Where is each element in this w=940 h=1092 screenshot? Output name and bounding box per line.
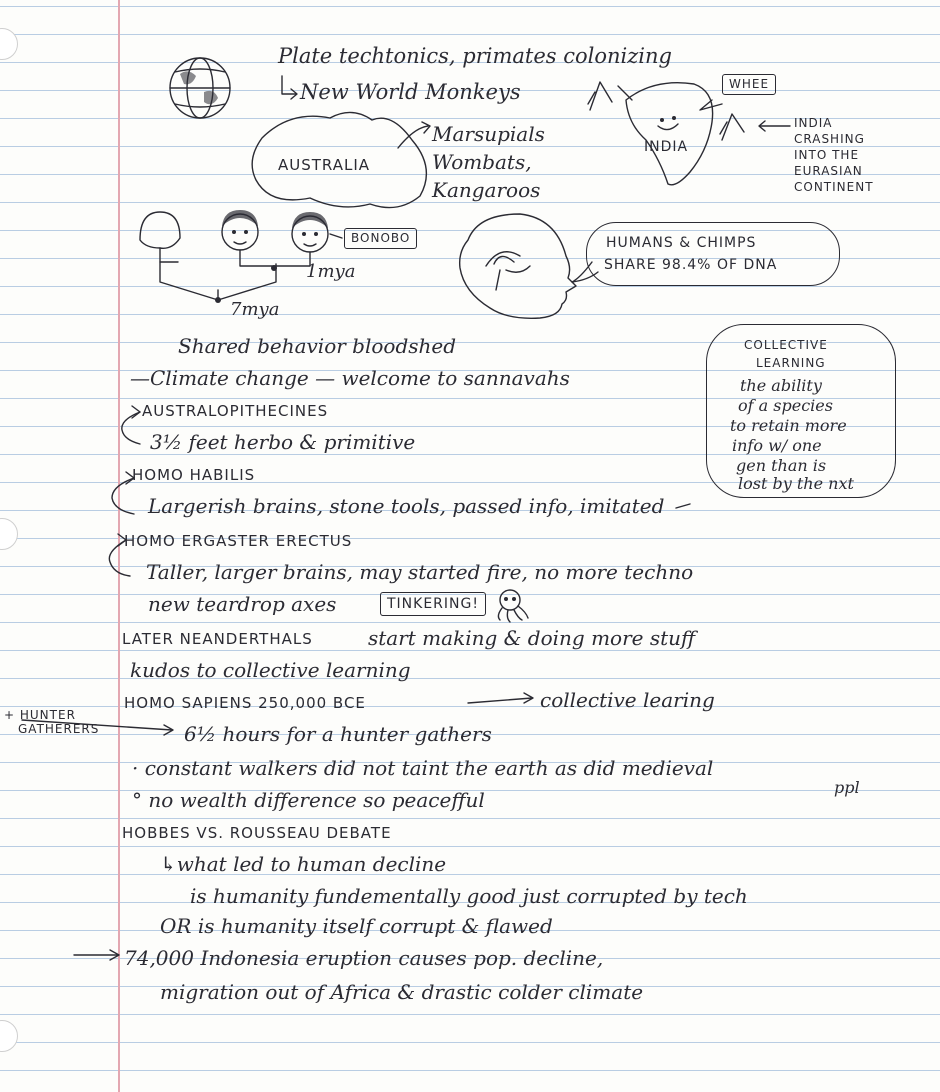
note-1mya: 1mya (306, 261, 356, 282)
chimp-face-icon (222, 210, 258, 250)
cloud-line-6: info w/ one (732, 436, 822, 455)
note-kudos: kudos to collective learning (130, 658, 411, 682)
heading-homo-habilis: HOMO HABILIS (132, 466, 256, 484)
tinkering-box: TINKERING! (380, 592, 486, 616)
india-crash-line-2: CRASHING (794, 132, 865, 146)
note-collective-learing: collective learing (540, 688, 715, 712)
human-head-icon (140, 212, 180, 262)
india-crash-line-1: INDIA (794, 116, 833, 130)
india-label: INDIA (644, 139, 689, 155)
note-no-wealth: ° no wealth difference so peacefful (132, 788, 485, 812)
margin-hunter: + HUNTER (4, 708, 76, 722)
bonobo-label: BONOBO (344, 228, 417, 249)
cloud-line-2: LEARNING (756, 356, 826, 370)
cloud-line-8: lost by the nxt (738, 474, 854, 493)
note-humanity-good: is humanity fundementally good just corrupted by tech (190, 884, 748, 908)
dna-line-1: HUMANS & CHIMPS (606, 235, 757, 251)
globe-icon (170, 58, 230, 118)
note-humanity-corrupt: OR is humanity itself corrupt & flawed (160, 914, 553, 938)
note-ppl: ppl (834, 778, 860, 797)
note-migration: migration out of Africa & drastic colder climate (160, 980, 644, 1004)
bonobo-face-icon (292, 212, 342, 252)
note-hours: 6½ hours for a hunter gathers (184, 722, 492, 746)
heading-homo-ergaster: HOMO ERGASTER ERECTUS (124, 532, 353, 550)
india-crash-line-5: CONTINENT (794, 180, 874, 194)
cloud-line-5: to retain more (730, 416, 847, 435)
note-habilis-desc: Largerish brains, stone tools, passed info, imitated (148, 494, 665, 518)
note-constant-walkers: · constant walkers did not taint the earth as did medieval (132, 756, 714, 780)
india-map-icon (626, 83, 713, 185)
heading-hobbes-rousseau: HOBBES VS. ROUSSEAU DEBATE (122, 824, 392, 842)
note-7mya: 7mya (230, 299, 280, 320)
note-ergaster-desc: Taller, larger brains, may started fire, no more techno (146, 560, 694, 584)
note-teardrop-axes: new teardrop axes (148, 592, 337, 616)
note-neanderthals-desc: start making & doing more stuff (368, 626, 696, 650)
up-arrow-icon (720, 114, 744, 140)
note-plate-tectonics: Plate techtonics, primates colonizing (278, 44, 672, 68)
note-shared-behavior: Shared behavior bloodshed (178, 334, 457, 358)
note-marsupials: Marsupials (432, 122, 545, 146)
note-new-world-monkeys: New World Monkeys (300, 80, 521, 104)
heading-homo-sapiens: HOMO SAPIENS 250,000 BCE (124, 694, 366, 712)
cloud-line-7: gen than is (736, 456, 827, 475)
cloud-line-4: of a species (738, 396, 833, 415)
note-eruption: 74,000 Indonesia eruption causes pop. decline, (124, 946, 604, 970)
dna-line-2: SHARE 98.4% OF DNA (604, 257, 778, 273)
note-kangaroos: Kangaroos (432, 178, 541, 202)
cloud-line-1: COLLECTIVE (744, 338, 828, 352)
india-crash-line-4: EURASIAN (794, 164, 863, 178)
note-human-decline: ↳what led to human decline (160, 852, 447, 876)
india-crash-line-3: INTO THE (794, 148, 860, 162)
octopus-doodle-icon (498, 590, 528, 622)
cloud-line-3: the ability (740, 376, 822, 395)
note-wombats: Wombats, (432, 150, 532, 174)
margin-gatherers: GATHERERS (18, 722, 100, 736)
heading-australopithecines: AUSTRALOPITHECINES (142, 402, 329, 420)
note-climate-change: —Climate change — welcome to sannavahs (130, 366, 570, 390)
heading-neanderthals: LATER NEANDERTHALS (122, 630, 313, 648)
up-arrow-icon (588, 82, 612, 110)
whee-bubble: WHEE (722, 74, 776, 95)
note-australo-desc: 3½ feet herbo & primitive (150, 430, 416, 454)
australia-label: AUSTRALIA (278, 156, 371, 174)
brain-head-icon (460, 214, 576, 318)
dna-speech-bubble (586, 222, 840, 286)
